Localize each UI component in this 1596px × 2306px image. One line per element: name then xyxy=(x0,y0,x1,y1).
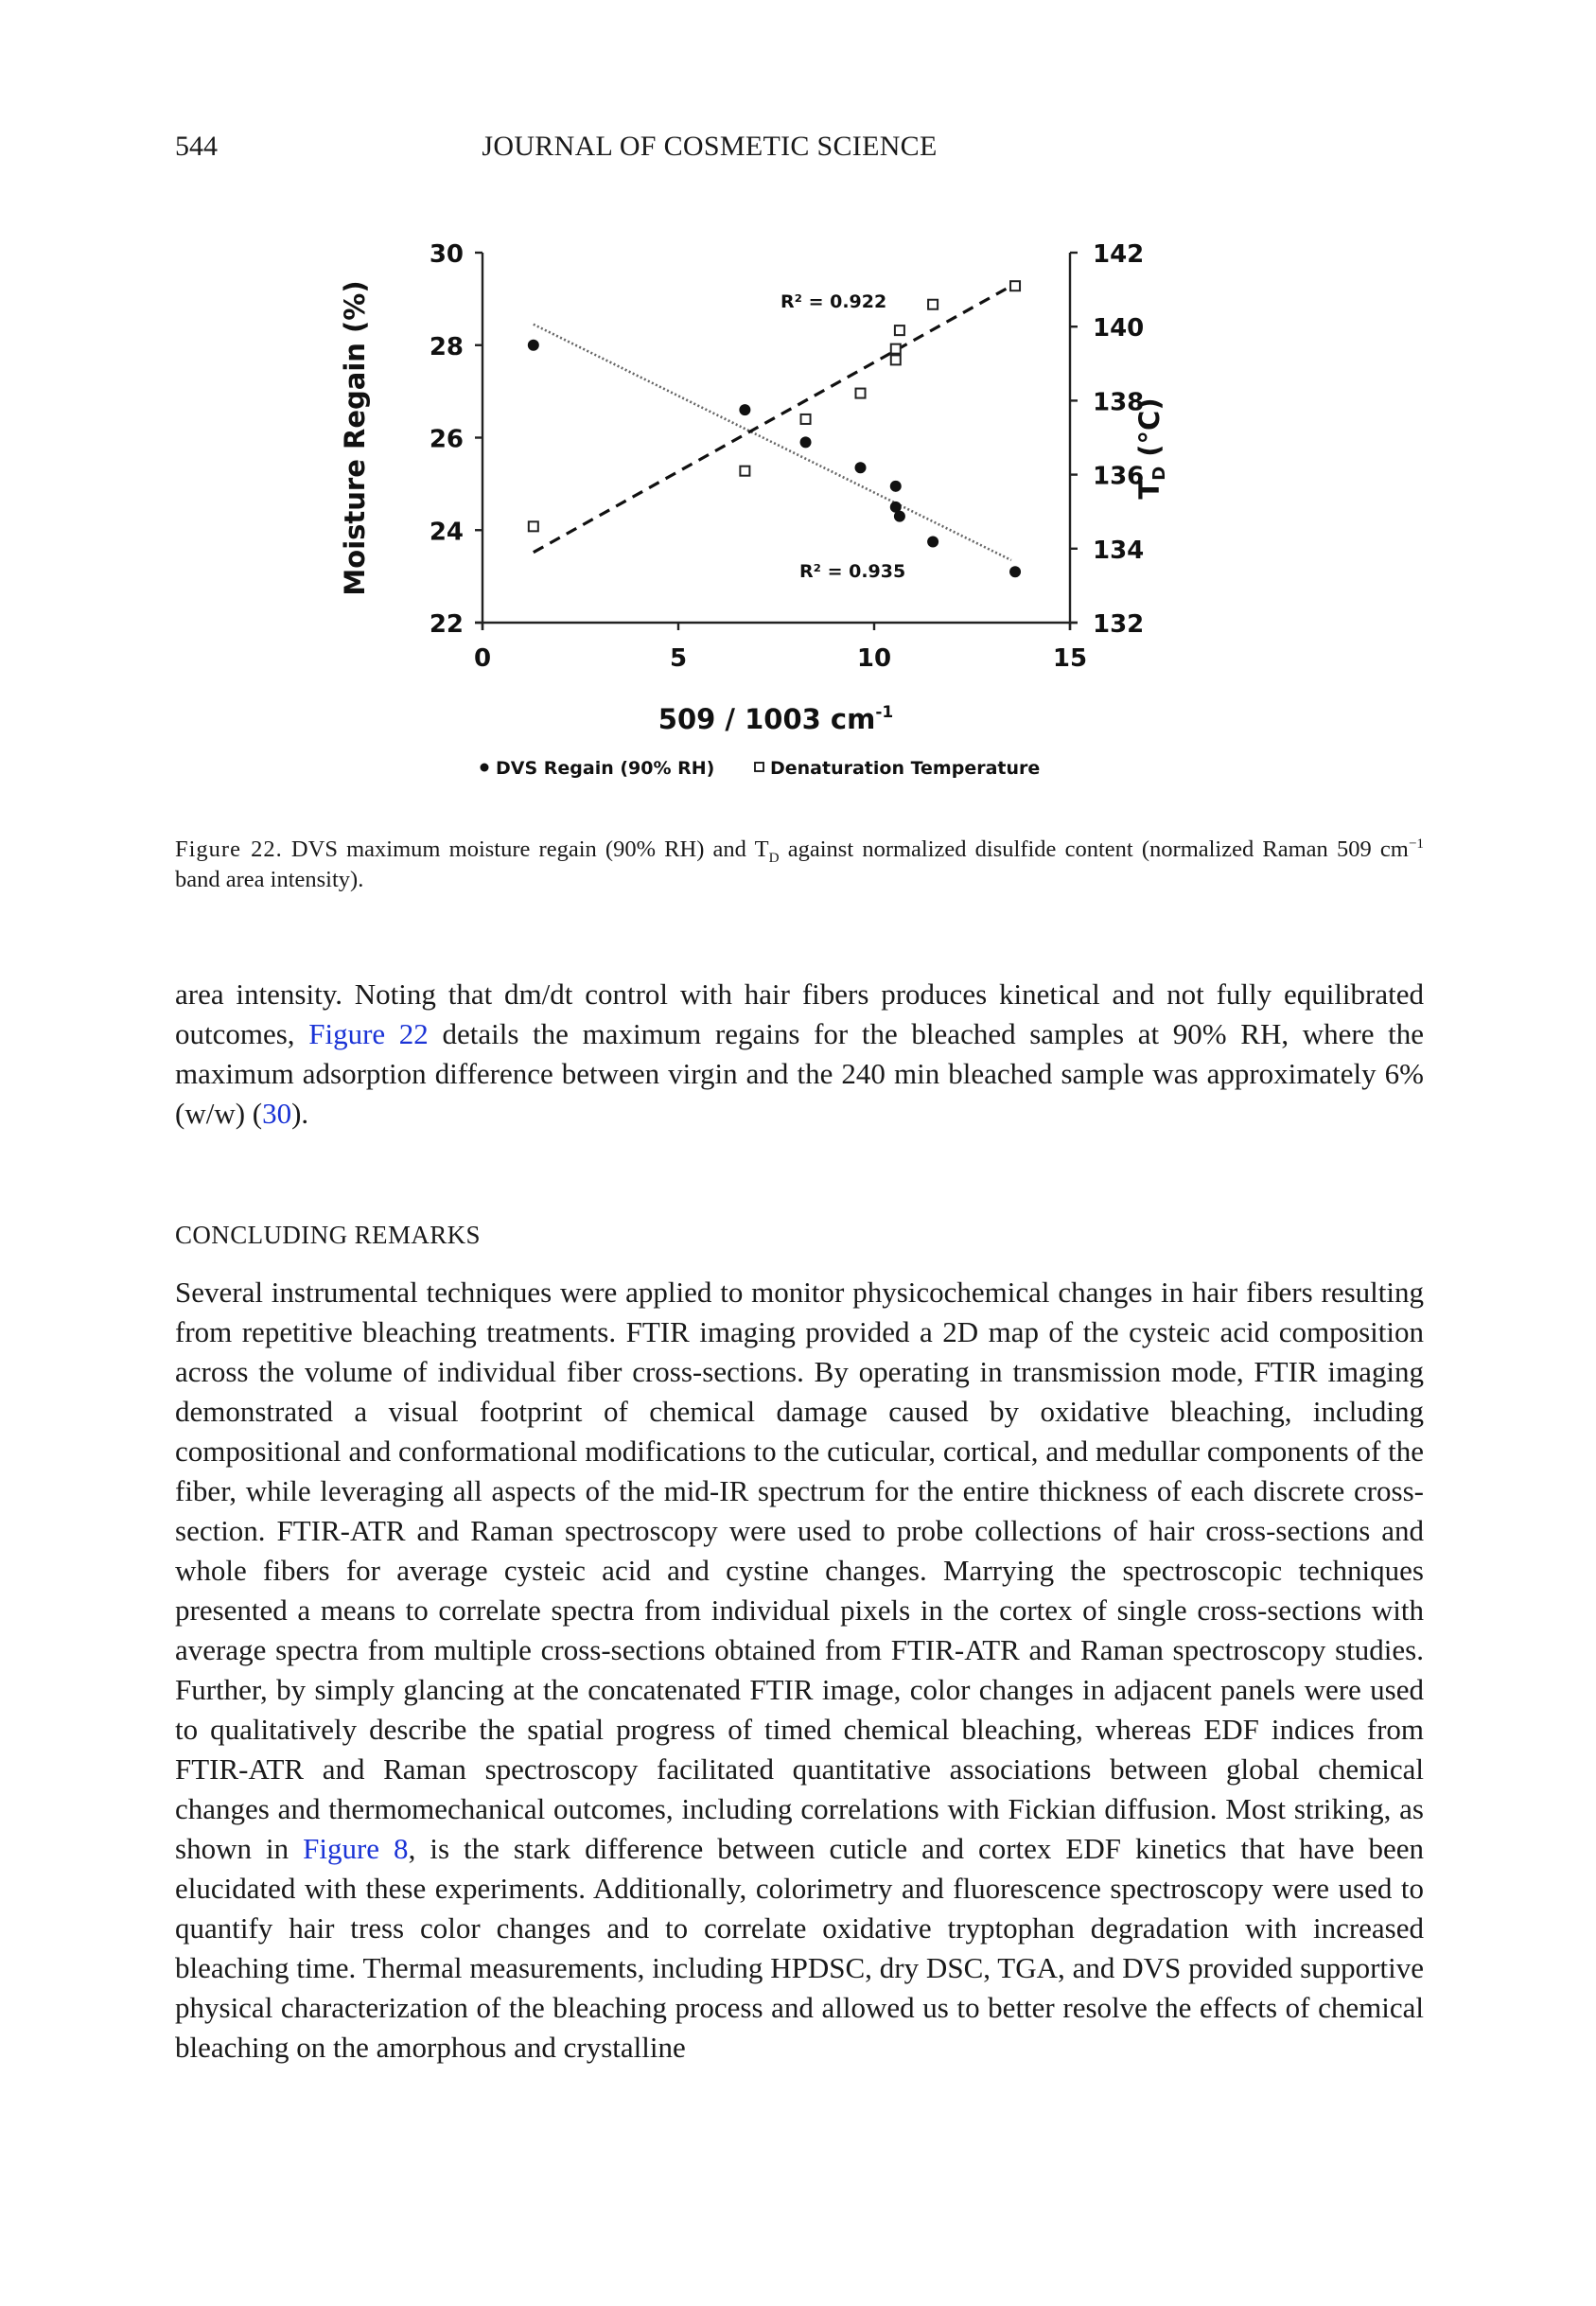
x-axis-label: 509 / 1003 $cm^{-1}$ xyxy=(658,703,894,735)
data-point-temperature xyxy=(895,326,904,335)
y-tick-label: 28 xyxy=(429,332,464,361)
data-point-temperature xyxy=(529,521,538,531)
y-tick-label: 30 xyxy=(429,240,464,269)
y2-tick-label: 134 xyxy=(1093,536,1145,565)
x-tick-label: 0 xyxy=(473,644,492,673)
y2-tick-label: 138 xyxy=(1093,388,1145,417)
running-head xyxy=(175,131,1424,168)
data-point-regain xyxy=(894,511,905,522)
legend-series1-label: DVS Regain (90% RH) xyxy=(496,758,715,779)
open-square-icon xyxy=(755,763,763,771)
data-point-temperature xyxy=(891,344,901,354)
data-point-temperature xyxy=(740,466,749,476)
r2-temperature-label: R² = 0.922 xyxy=(780,291,887,312)
data-point-regain xyxy=(1009,566,1021,577)
data-point-temperature xyxy=(891,355,901,364)
scatter-chart xyxy=(322,227,1268,795)
y2-tick-label: 132 xyxy=(1093,610,1145,639)
trend-line xyxy=(534,286,1011,553)
y2-tick-label: 136 xyxy=(1093,462,1145,491)
section-heading: CONCLUDING REMARKS xyxy=(175,1221,481,1249)
x-tick-label: 5 xyxy=(669,644,688,673)
y2-tick-label: 142 xyxy=(1093,240,1145,269)
body-paragraph-1: area intensity. Noting that dm/dt control with hair fibers produces kinetical and not fully equilibrated outcomes, Figure 22 details the maximum regains for the bleached samples at 90% RH, where the maximum adsorption difference between virgin and the 240 min bleached sample was approximately 6% (w/w) (30). xyxy=(175,977,1424,1130)
data-point-regain xyxy=(800,436,812,448)
legend-series2-label: Denaturation Temperature xyxy=(770,758,1041,779)
reference-30-link[interactable]: 30 xyxy=(262,1097,292,1130)
trend-line xyxy=(534,325,1011,560)
y-tick-label: 24 xyxy=(429,518,464,547)
y-tick-label: 26 xyxy=(429,425,464,454)
x-tick-label: 10 xyxy=(856,644,892,673)
right-axis-label: $T_D$ (°C) xyxy=(1133,397,1169,500)
body-paragraph-2: Several instrumental techniques were applied to monitor physicochemical changes in hair fibers resulting from repetitive bleaching treatments. FTIR imaging provided a 2D map of the cysteic acid composition across the volume of individual fiber cross-sections. By operating in transmission mode, FTIR imaging demonstrated a visual footprint of chemical damage caused by oxidative bleaching, including compositional and conformational modifications to the cuticular, cortical, and medullar components of the fiber, while leveraging all aspects of the mid-IR spectrum for the entire thickness of each discrete cross-section. FTIR-ATR and Raman spectroscopy were used to probe collections of hair cross-sections and whole fibers for average cysteic acid and cystine changes. Marrying the spectroscopic techniques presented a means to correlate spectra from individual pixels in the cortex of single cross-sections with average spectra from multiple cross-sections obtained from FTIR-ATR and Raman spectroscopy studies. Further, by simply glancing at the concatenated FTIR image, color changes in adjacent panels were used to qualitatively describe the spatial progress of timed chemical bleaching, whereas EDF indices from FTIR-ATR and Raman spectroscopy facilitated quantitative associations between global chemical changes and thermomechanical outcomes, including correlations with Fickian diffusion. Most striking, as shown in Figure 8, is the stark difference between cuticle and cortex EDF kinetics that have been elucidated with these experiments. Additionally, colorimetry and fluorescence spectroscopy were used to quantify hair tress color changes and to correlate oxidative tryptophan degradation with increased bleaching time. Thermal measurements, including HPDSC, dry DSC, TGA, and DVS provided supportive physical characterization of the bleaching process and allowed us to better resolve the effects of chemical bleaching on the amorphous and crystalline xyxy=(175,1276,1424,2064)
figure-8-link[interactable]: Figure 8 xyxy=(303,1832,409,1865)
data-point-temperature xyxy=(801,414,811,424)
figure-22-link[interactable]: Figure 22 xyxy=(308,1017,429,1050)
data-point-regain xyxy=(927,536,938,547)
caption-label: Figure 22. xyxy=(175,836,283,862)
data-point-regain xyxy=(855,462,867,473)
figure-22 xyxy=(322,227,1268,795)
data-point-temperature xyxy=(928,300,938,309)
x-tick-label: 15 xyxy=(1052,644,1088,673)
legend xyxy=(481,758,1041,779)
data-points xyxy=(528,281,1021,577)
data-point-regain xyxy=(890,481,902,492)
left-axis-label: Moisture Regain (%) xyxy=(339,280,371,596)
journal-title: JOURNAL OF COSMETIC SCIENCE xyxy=(482,131,938,162)
data-point-regain xyxy=(739,404,750,415)
data-point-regain xyxy=(528,340,539,351)
filled-circle-icon xyxy=(481,764,489,772)
y-tick-label: 22 xyxy=(429,610,464,639)
page-number: 544 xyxy=(175,131,218,162)
data-point-temperature xyxy=(1010,281,1020,290)
figure-caption: Figure 22. DVS maximum moisture regain (90% RH) and $T_D$ against normalized disulfide content (normalized Raman 509 $cm^{-1}$ band area intensity). xyxy=(175,835,1424,892)
y2-tick-label: 140 xyxy=(1093,314,1145,343)
data-point-temperature xyxy=(856,389,866,398)
r2-regain-label: R² = 0.935 xyxy=(799,561,906,582)
trend-lines xyxy=(534,286,1011,560)
